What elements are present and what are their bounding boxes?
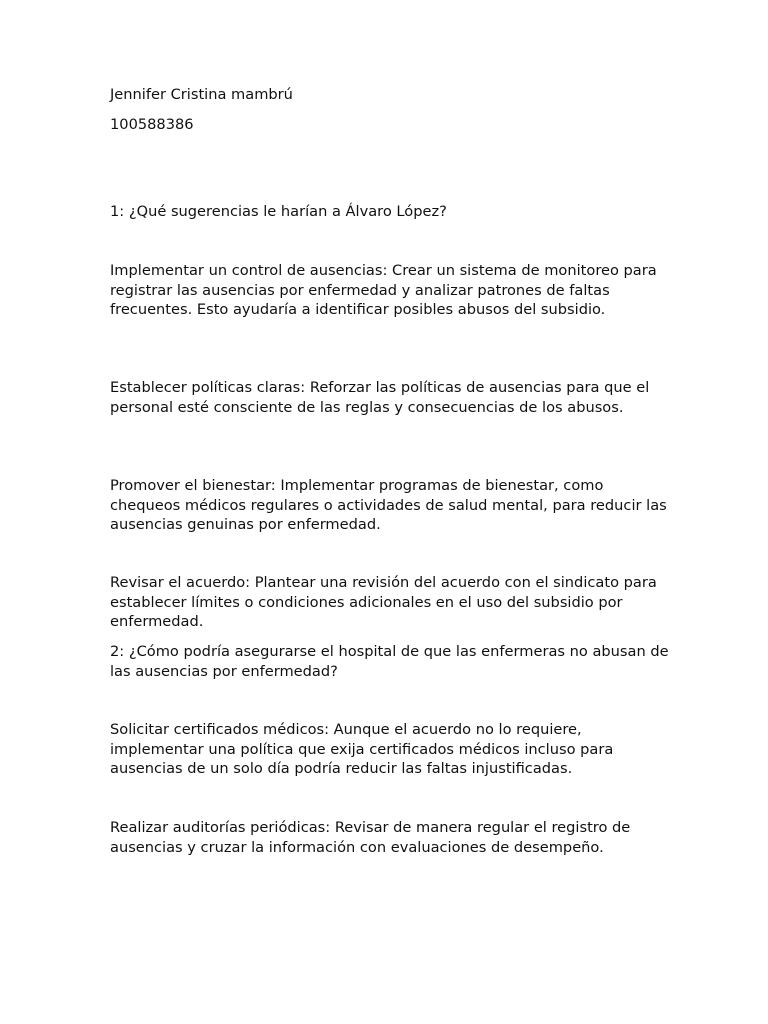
answer-1-1: Implementar un control de ausencias: Crear un sistema de monitoreo para registrar las ausencias por enfermedad y analizar patrones de faltas frecuentes. Esto ayudaría a identificar posibles abusos del subsidio.	[110, 262, 657, 318]
author-name: Jennifer Cristina mambrú	[110, 86, 293, 103]
answer-2-1: Solicitar certificados médicos: Aunque el acuerdo no lo requiere, implementar una política que exija certificados médicos incluso para ausencias de un solo día podría reducir las faltas injustificadas.	[110, 721, 614, 777]
answer-1-2: Establecer políticas claras: Reforzar las políticas de ausencias para que el personal esté consciente de las reglas y consecuencias de los abusos.	[110, 379, 650, 416]
answer-2-2: Realizar auditorías periódicas: Revisar de manera regular el registro de ausencias y cruzar la información con evaluaciones de desempeño.	[110, 819, 631, 856]
answer-1-4: Revisar el acuerdo: Plantear una revisión del acuerdo con el sindicato para establecer límites o condiciones adicionales en el uso del subsidio por enfermedad.	[110, 574, 657, 630]
question-1: 1: ¿Qué sugerencias le harían a Álvaro López?	[110, 203, 447, 220]
answer-1-3: Promover el bienestar: Implementar programas de bienestar, como chequeos médicos regulares o actividades de salud mental, para reducir las ausencias genuinas por enfermedad.	[110, 477, 667, 533]
question-2: 2: ¿Cómo podría asegurarse el hospital de que las enfermeras no abusan de las ausencias por enfermedad?	[110, 643, 669, 680]
student-id: 100588386	[110, 116, 194, 133]
